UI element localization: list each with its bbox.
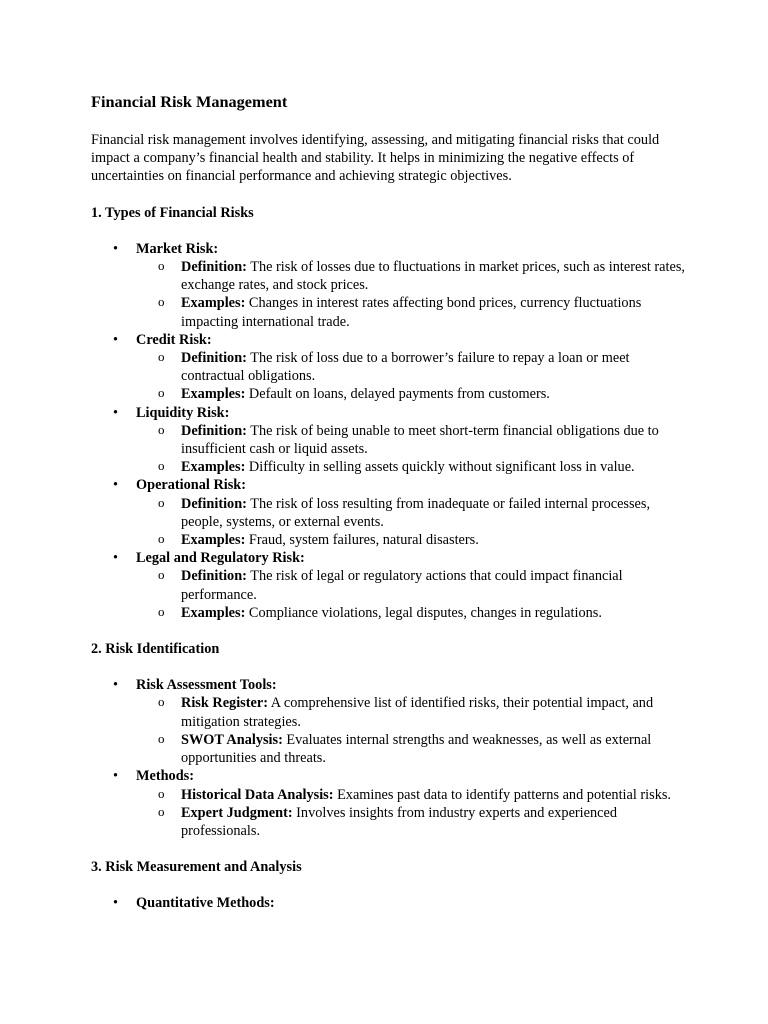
- list-item: [91, 476, 691, 549]
- item-label: Credit Risk:: [136, 331, 212, 348]
- sub-list-item: [136, 604, 691, 622]
- sub-item-text: The risk of losses due to fluctuations in market prices, such as interest rates, exchange rates, and stock prices.: [181, 259, 685, 294]
- sub-item-text: Difficulty in selling assets quickly without significant loss in value.: [245, 459, 635, 476]
- sub-item-text: The risk of loss resulting from inadequate or failed internal processes, people, systems, or external events.: [181, 495, 651, 530]
- sub-item-label: Definition:: [181, 568, 247, 585]
- document-title: Financial Risk Management: [91, 92, 288, 111]
- sub-item-label: SWOT Analysis:: [181, 731, 283, 748]
- circle-bullet-icon: o: [158, 785, 165, 801]
- sub-item-label: Examples:: [181, 459, 246, 476]
- sub-list-item: [136, 804, 691, 840]
- list-item: [91, 894, 691, 912]
- section-heading: 1. Types of Financial Risks: [91, 204, 254, 221]
- sub-item-text: Evaluates internal strengths and weaknesses, as well as external opportunities and threats.: [181, 731, 652, 767]
- sub-item-text: Examines past data to identify patterns and potential risks.: [333, 786, 671, 803]
- sub-list-item: [136, 458, 691, 476]
- sub-list-item: [136, 567, 691, 603]
- sub-item-text: The risk of legal or regulatory actions that could impact financial performance.: [181, 568, 623, 603]
- sub-list: [136, 567, 691, 622]
- sub-list-item: [136, 385, 691, 403]
- sub-item-label: Examples:: [181, 604, 246, 621]
- sub-item-label: Definition:: [181, 422, 247, 439]
- item-label: Methods:: [136, 768, 194, 785]
- sub-item-text: A comprehensive list of identified risks, their potential impact, and mitigation strategies.: [181, 695, 654, 730]
- circle-bullet-icon: o: [158, 294, 165, 310]
- sub-item-text: Changes in interest rates affecting bond prices, currency fluctuations impacting international trade.: [181, 295, 642, 330]
- circle-bullet-icon: o: [158, 258, 165, 274]
- sub-list-item: [136, 258, 691, 294]
- sub-list-item: [136, 731, 691, 767]
- sub-list: [136, 258, 691, 331]
- sub-item-label: Examples:: [181, 295, 246, 312]
- bullet-icon: •: [113, 677, 119, 694]
- sub-list-item: [136, 786, 691, 804]
- list-item: [91, 404, 691, 477]
- section-list: [91, 894, 691, 912]
- bullet-icon: •: [113, 895, 119, 912]
- circle-bullet-icon: o: [158, 803, 165, 819]
- sub-list-item: [136, 349, 691, 385]
- sub-item-label: Definition:: [181, 350, 247, 367]
- sub-item-text: Fraud, system failures, natural disasters.: [245, 532, 479, 549]
- sub-item-text: Involves insights from industry experts and experienced professionals.: [181, 804, 617, 839]
- circle-bullet-icon: o: [158, 603, 165, 619]
- sub-list: [136, 349, 691, 404]
- sub-item-label: Risk Register:: [181, 695, 268, 712]
- bullet-icon: •: [113, 477, 119, 494]
- circle-bullet-icon: o: [158, 385, 165, 401]
- sub-item-label: Examples:: [181, 532, 246, 549]
- circle-bullet-icon: o: [158, 567, 165, 583]
- section-list: [91, 676, 691, 840]
- circle-bullet-icon: o: [158, 494, 165, 510]
- circle-bullet-icon: o: [158, 458, 165, 474]
- bullet-icon: •: [113, 550, 119, 567]
- item-label: Market Risk:: [136, 240, 219, 257]
- list-item: [91, 549, 691, 622]
- sub-item-label: Definition:: [181, 259, 247, 276]
- sub-item-label: Historical Data Analysis:: [181, 786, 334, 803]
- section-list: [91, 240, 691, 622]
- sub-item-label: Definition:: [181, 495, 247, 512]
- bullet-icon: •: [113, 768, 119, 785]
- bullet-icon: •: [113, 331, 119, 348]
- sub-item-text: Compliance violations, legal disputes, changes in regulations.: [245, 604, 602, 621]
- list-item: [91, 676, 691, 767]
- item-label: Risk Assessment Tools:: [136, 677, 277, 694]
- sub-item-text: The risk of loss due to a borrower’s failure to repay a loan or meet contractual obligations.: [181, 350, 630, 385]
- sub-list-item: [136, 294, 691, 330]
- sub-item-text: Default on loans, delayed payments from customers.: [245, 386, 550, 403]
- list-item: [91, 240, 691, 331]
- sub-item-label: Examples:: [181, 386, 246, 403]
- bullet-icon: •: [113, 404, 119, 421]
- circle-bullet-icon: o: [158, 694, 165, 710]
- item-label: Quantitative Methods:: [136, 895, 275, 912]
- circle-bullet-icon: o: [158, 349, 165, 365]
- sub-list: [136, 495, 691, 550]
- sub-list-item: [136, 694, 691, 730]
- sub-item-text: The risk of being unable to meet short-term financial obligations due to insufficient cash or liquid assets.: [181, 422, 659, 458]
- item-label: Operational Risk:: [136, 477, 247, 494]
- circle-bullet-icon: o: [158, 531, 165, 547]
- list-item: [91, 331, 691, 404]
- sub-list-item: [136, 422, 691, 458]
- sub-item-label: Expert Judgment:: [181, 804, 293, 821]
- circle-bullet-icon: o: [158, 730, 165, 746]
- sub-list: [136, 422, 691, 477]
- list-item: [91, 767, 691, 840]
- sub-list: [136, 786, 691, 841]
- sub-list: [136, 694, 691, 767]
- document-page: [91, 92, 691, 931]
- item-label: Liquidity Risk:: [136, 404, 230, 421]
- circle-bullet-icon: o: [158, 421, 165, 437]
- bullet-icon: •: [113, 240, 119, 257]
- section-heading: 3. Risk Measurement and Analysis: [91, 859, 302, 876]
- sub-list-item: [136, 495, 691, 531]
- section-heading: 2. Risk Identification: [91, 641, 220, 658]
- item-label: Legal and Regulatory Risk:: [136, 550, 305, 567]
- sub-list-item: [136, 531, 691, 549]
- intro-paragraph: Financial risk management involves identifying, assessing, and mitigating financial risks that could impact a company’s financial health and stability. It helps in minimizing the negative effects of uncertainties on financial performance and achieving strategic objectives.: [91, 132, 660, 185]
